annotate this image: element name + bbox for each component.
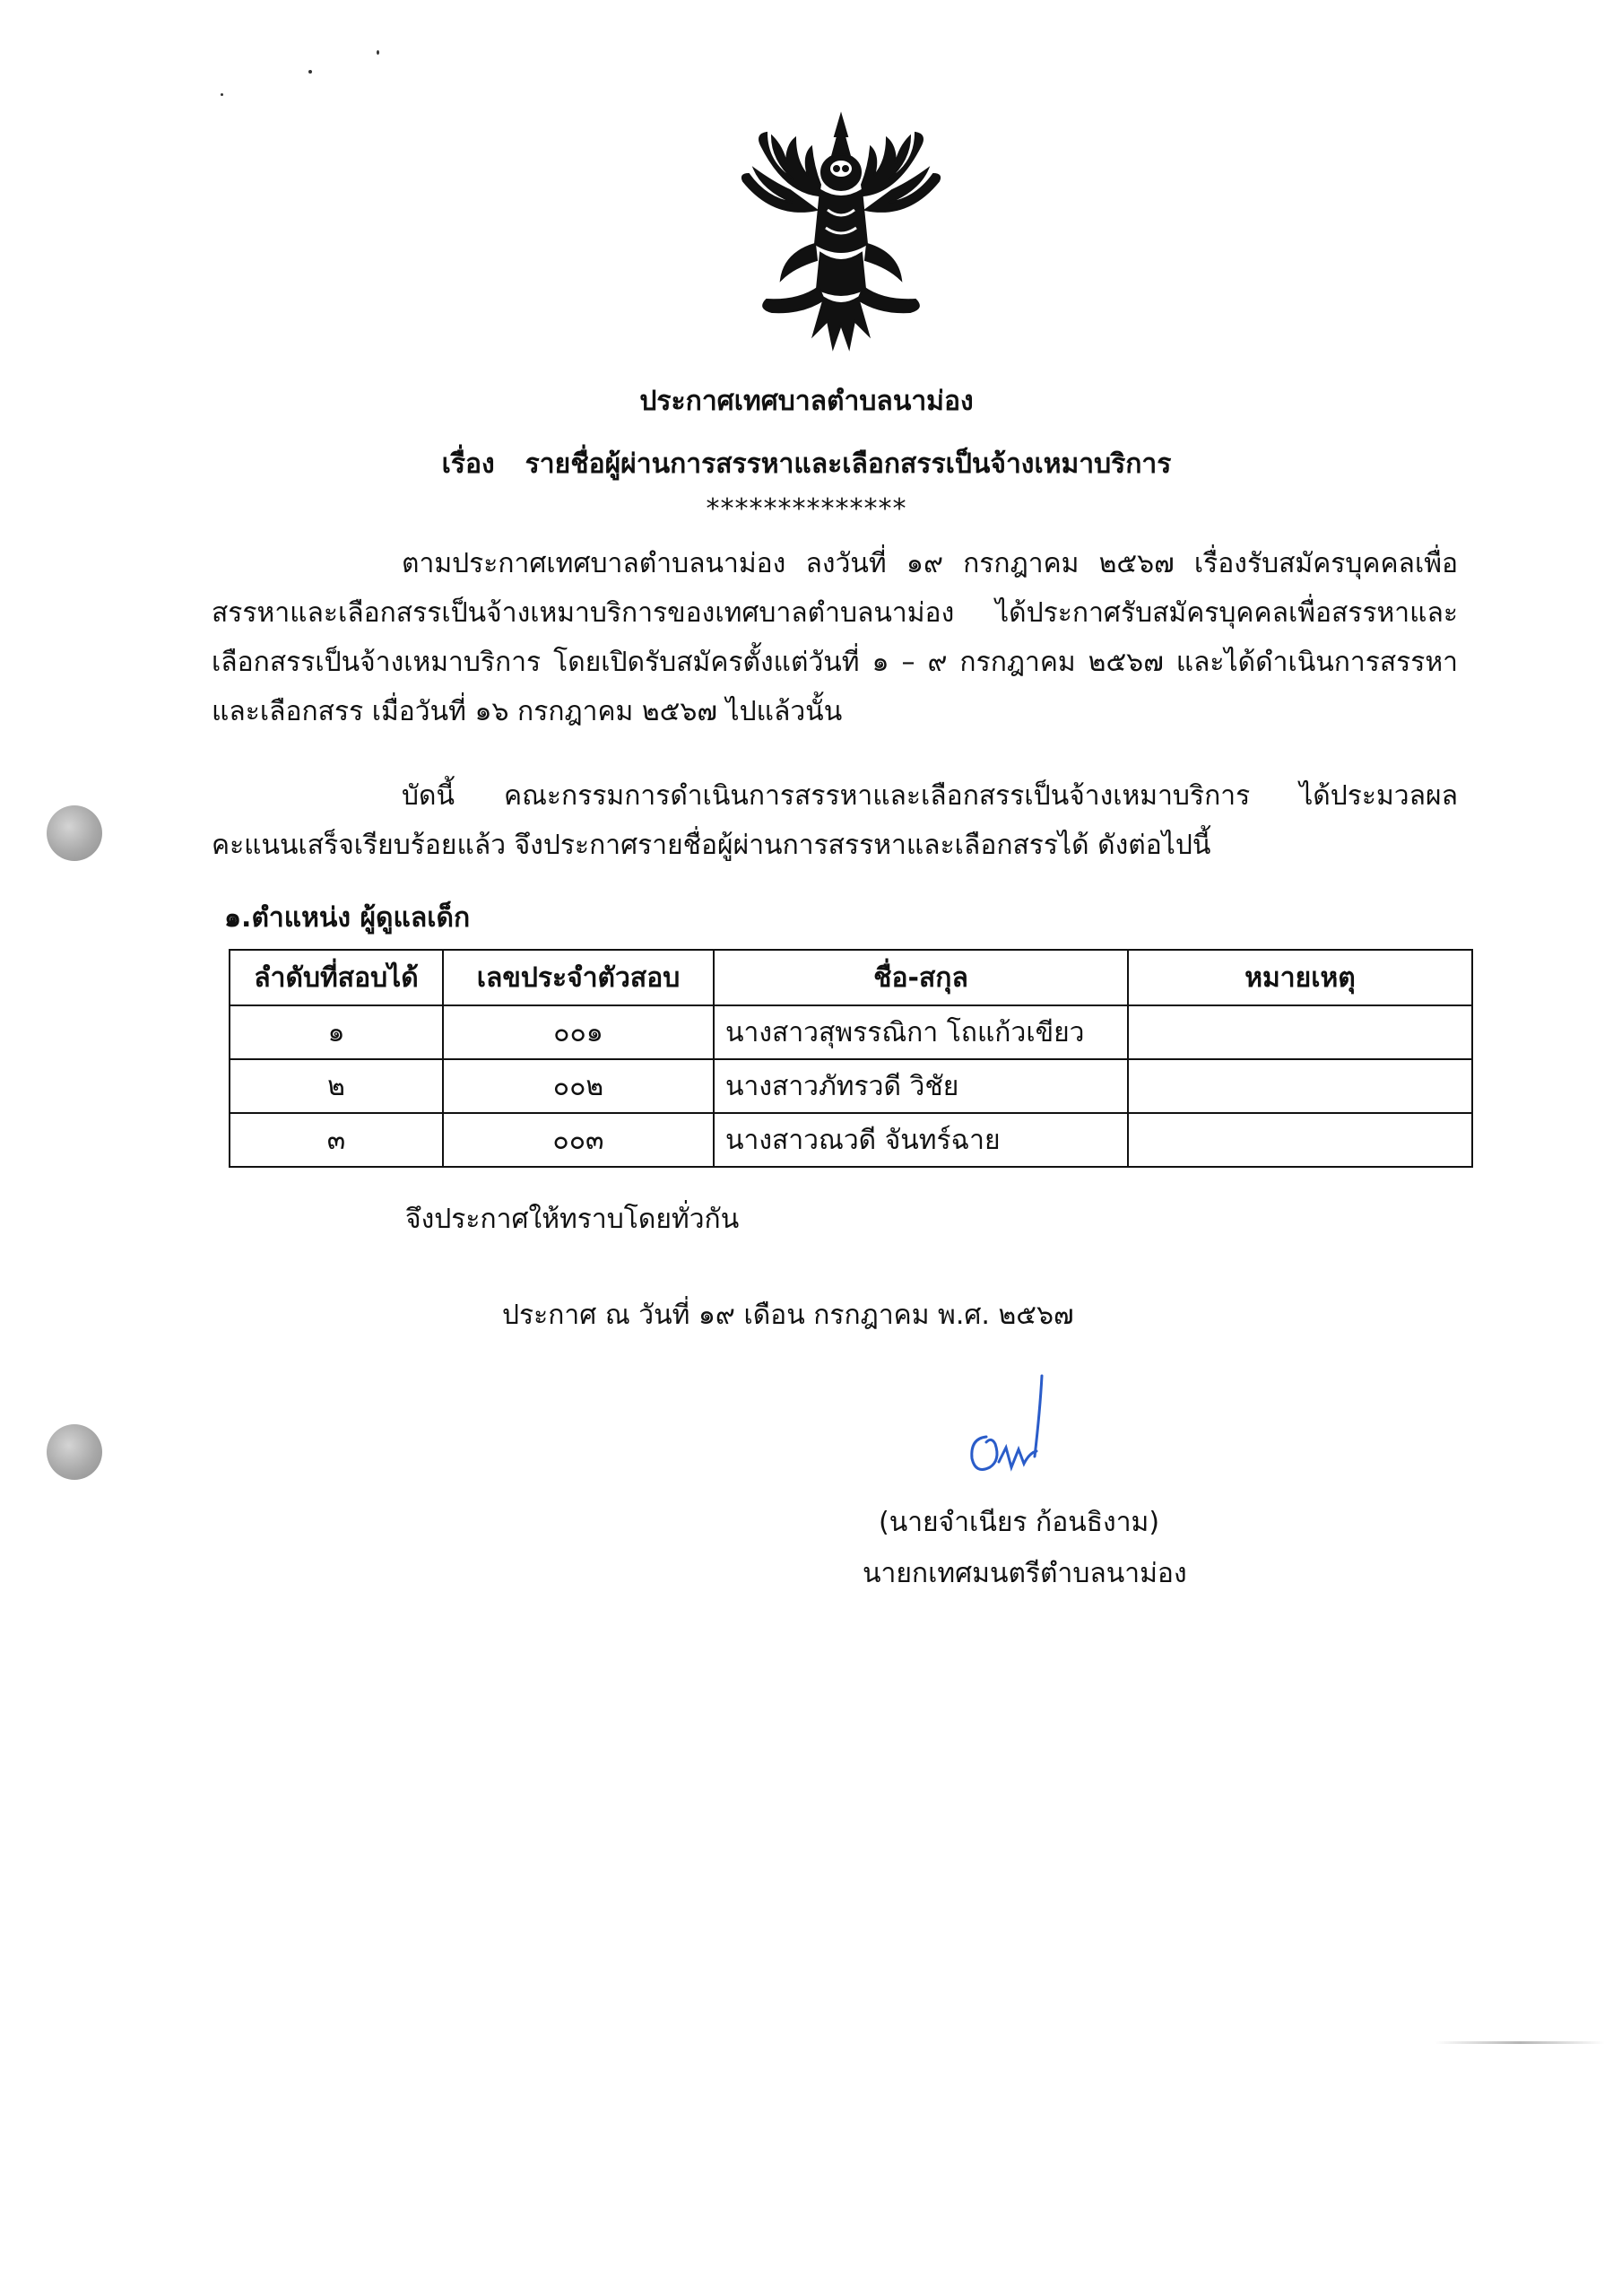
note-cell [1128, 1005, 1472, 1059]
column-header-rank: ลำดับที่สอบได้ [230, 950, 443, 1005]
signer-position: นายกเทศมนตรีตำบลนาม่อง [863, 1558, 1187, 1589]
rank-cell: ๒ [230, 1059, 443, 1113]
result-paragraph: บัดนี้ คณะกรรมการดำเนินการสรรหาและเลือกสรรเป็นจ้างเหมาบริการ ได้ประมวลผลคะแนนเสร็จเรียบร้อยแล้ว จึงประกาศรายชื่อผู้ผ่านการสรรหาและเลือกสรรได้ ดังต่อไปนี้ [212, 780, 1458, 861]
subject-text: รายชื่อผู้ผ่านการสรรหาและเลือกสรรเป็นจ้างเหมาบริการ [525, 448, 1172, 480]
rank-cell: ๑ [230, 1005, 443, 1059]
column-header-name: ชื่อ-สกุล [714, 950, 1128, 1005]
table-row [230, 1005, 1472, 1059]
signature-icon [959, 1374, 1058, 1491]
document-title: ประกาศเทศบาลตำบลนาม่อง [639, 386, 974, 417]
document-subject [0, 443, 1613, 485]
table-row [230, 1113, 1472, 1167]
column-header-note: หมายเหตุ [1128, 950, 1472, 1005]
exam-id-cell: ๐๐๒ [443, 1059, 714, 1113]
subject-label: เรื่อง [441, 448, 495, 480]
results-table [229, 949, 1473, 1168]
scan-speck [377, 50, 379, 55]
name-cell: นางสาวสุพรรณิกา โถแก้วเขียว [714, 1005, 1128, 1059]
exam-id-cell: ๐๐๓ [443, 1113, 714, 1167]
exam-id-cell: ๐๐๑ [443, 1005, 714, 1059]
intro-paragraph: ตามประกาศเทศบาลตำบลนาม่อง ลงวันที่ ๑๙ กรกฎาคม ๒๕๖๗ เรื่องรับสมัครบุคคลเพื่อสรรหาและเลือกสรรเป็นจ้างเหมาบริการของเทศบาลตำบลนาม่อง ได้ประกาศรับสมัครบุคคลเพื่อสรรหาและเลือกสรรเป็นจ้างเหมาบริการ โดยเปิดรับสมัครตั้งแต่วันที่ ๑ – ๙ กรกฎาคม ๒๕๖๗ และได้ดำเนินการสรรหาและเลือกสรร เมื่อวันที่ ๑๖ กรกฎาคม ๒๕๖๗ ไปแล้วนั้น [212, 548, 1458, 727]
table-header-row [230, 950, 1472, 1005]
announcement-date: ประกาศ ณ วันที่ ๑๙ เดือน กรกฎาคม พ.ศ. ๒๕๖๗ [502, 1300, 1074, 1331]
punch-hole-bottom [47, 1424, 102, 1480]
closing-statement: จึงประกาศให้ทราบโดยทั่วกัน [405, 1204, 740, 1235]
name-cell: นางสาวณวดี จันทร์ฉาย [714, 1113, 1128, 1167]
note-cell [1128, 1059, 1472, 1113]
name-cell: นางสาวภัทรวดี วิชัย [714, 1059, 1128, 1113]
signer-name: (นายจำเนียร ก้อนธิงาม) [879, 1507, 1160, 1538]
note-cell [1128, 1113, 1472, 1167]
scan-speck [221, 93, 223, 96]
scan-speck [308, 70, 312, 74]
punch-hole-top [47, 805, 102, 861]
garuda-emblem-icon [731, 109, 951, 353]
column-header-exam-id: เลขประจำตัวสอบ [443, 950, 714, 1005]
title-separator: ************** [706, 493, 907, 525]
paper-crease [1435, 2041, 1605, 2044]
rank-cell: ๓ [230, 1113, 443, 1167]
position-heading: ๑.ตำแหน่ง ผู้ดูแลเด็ก [224, 902, 471, 934]
table-row [230, 1059, 1472, 1113]
